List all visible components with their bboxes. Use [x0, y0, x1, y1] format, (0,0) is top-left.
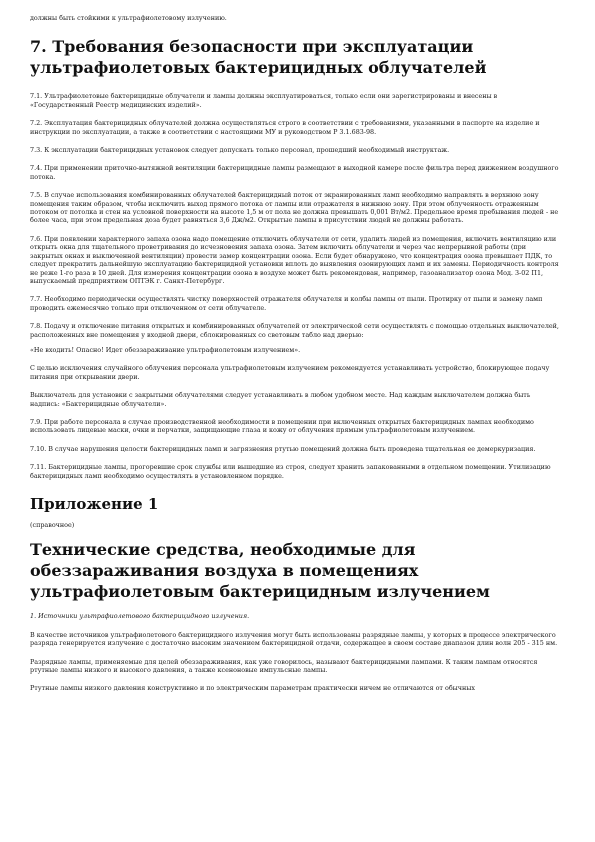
paragraph-7-9: 7.9. При работе персонала в случае производственной необходимости в помещении при включенных открытых бактерицидных лампах необходимо использовать лицевые маски, очки и перчатки, защищающие глаза и кожу от облучения прямым ультрафиолетовым излучением.	[30, 417, 534, 435]
appendix-subtitle: Технические средства, необходимые для обеззараживания воздуха в помещениях ультрафиолетовым бактерицидным излучением	[30, 540, 490, 602]
paragraph-7-11: 7.11. Бактерицидные лампы, прогоревшие срок службы или вышедшие из строя, следует хранить запакованными в отдельном помещении. Утилизацию бактерицидных ламп необходимо осуществлять в установленном порядке.	[30, 463, 551, 480]
paragraph-door-lock: С целью исключения случайного облучения персонала ультрафиолетовым излучением рекомендуется устанавливать устройство, блокирующее подачу питания при открывании двери.	[30, 364, 550, 381]
paragraph-7-10: 7.10. В случае нарушения целости бактерицидных ламп и загрязнения ртутью помещений должна быть проведена тщательная ее демеркуризация.	[30, 444, 536, 453]
document-page	[30, 14, 560, 693]
paragraph-7-3: 7.3. К эксплуатации бактерицидных установок следует допускать только персонал, прошедший необходимый инструктаж.	[30, 146, 450, 155]
paragraph-7-1: 7.1. Ультрафиолетовые бактерицидные облучатели и лампы должны эксплуатироваться, только если они зарегистрированы и внесены в «Государственный Реестр медицинских изделий».	[30, 92, 498, 109]
appendix-paragraph-3: Ртутные лампы низкого давления конструктивно и по электрическим параметрам практически ничем не отличаются от обычных	[30, 684, 475, 693]
paragraph-7-4: 7.4. При применении приточно-вытяжной вентиляции бактерицидные лампы размещают в выходной камере после фильтра перед движением воздушного потока.	[30, 164, 559, 181]
paragraph-7-2: 7.2. Эксплуатация бактерицидных облучателей должна осуществляться строго в соответствии с требованиями, указанными в паспорте на изделие и инструкции по эксплуатации, а также в соответствии с настоящими МУ и руководством Р 3.1.683-98.	[30, 119, 540, 136]
paragraph-7-8: 7.8. Подачу и отключение питания открытых и комбинированных облучателей от электрической сети осуществлять с помощью отдельных выключателей, расположенных вне помещения у входной двери, сблокированных со световым табло над дверью:	[30, 322, 559, 339]
item-heading: 1. Источники ультрафиолетового бактерицидного излучения.	[30, 612, 250, 621]
paragraph-7-7: 7.7. Необходимо периодически осуществлять чистку поверхностей отражателя облучателя и колбы лампы от пыли. Протирку от пыли и замену ламп проводить ежемесячно только при отключенном от сети облучателе.	[30, 295, 543, 312]
paragraph-switch-label: Выключатель для установки с закрытыми облучателями следует устанавливать в любом удобном месте. Над каждым выключателем должна быть надпись: «Бактерицидные облучатели».	[30, 391, 531, 408]
paragraph-7-6: 7.6. При появлении характерного запаха озона надо помещение отключить облучатели от сети, удалить людей из помещения, включить вентиляцию или открыть окна для тщательного проветривания до исчезновения запаха озона. Затем включить облучатели и через час непрерывной работы (при закрытых окнах и выключенной вентиляции) провести замер концентрации озона. Если будет обнаружено, что концентрация озона превышает ПДК, то следует прекратить дальнейшую эксплуатацию бактерицидной установки вплоть до выявления озонирующих ламп и их замены. Периодичность контроля не реже 1-го раза в 10 дней. Для измерения концентрации озона в воздухе может быть рекомендован, например, газоанализатор озона Мод. 3-02 П1, выпускаемый предприятием ОПТЭК г. Санкт-Петербург.	[30, 234, 559, 285]
paragraph-7-5: 7.5. В случае использования комбинированных облучателей бактерицидный поток от экранированных ламп необходимо направлять в верхнюю зону помещения таким образом, чтобы исключить выход прямого потока от лампы или отражателя в нижнюю зону. При этом облученность отраженным потоком от потолка и стен на условной поверхности на высоте 1,5 м от пола не должна превышать 0,001 Вт/м2. Предельное время пребывания людей - не более часа, при этом предельная доза будет равняться 3,6 Дж/м2. Открытые лампы в присутствии людей не должны работать.	[30, 191, 559, 225]
section-7-title: 7. Требования безопасности при эксплуатации ультрафиолетовых бактерицидных облучателей	[30, 37, 487, 78]
continuation-line: должны быть стойкими к ультрафиолетовому излучению.	[30, 14, 227, 22]
appendix-title: Приложение 1	[30, 495, 159, 513]
warning-sign-text: «Не входить! Опасно! Идет обеззараживание ультрафиолетовым излучением».	[30, 345, 301, 354]
appendix-note: (справочное)	[30, 521, 75, 529]
appendix-paragraph-1: В качестве источников ультрафиолетового бактерицидного излучения могут быть использованы разрядные лампы, у которых в процессе электрического разряда генерируется излучение с достаточно высоким значением бактерицидной отдачи, содержащее в своем составе диапазон длин волн 205 - 315 нм.	[30, 630, 558, 648]
appendix-paragraph-2: Разрядные лампы, применяемые для целей обеззараживания, как уже говорилось, называют бактерицидными лампами. К таким лампам относятся ртутные лампы низкого и высокого давления, а также ксеноновые импульсные лампы.	[30, 657, 538, 675]
